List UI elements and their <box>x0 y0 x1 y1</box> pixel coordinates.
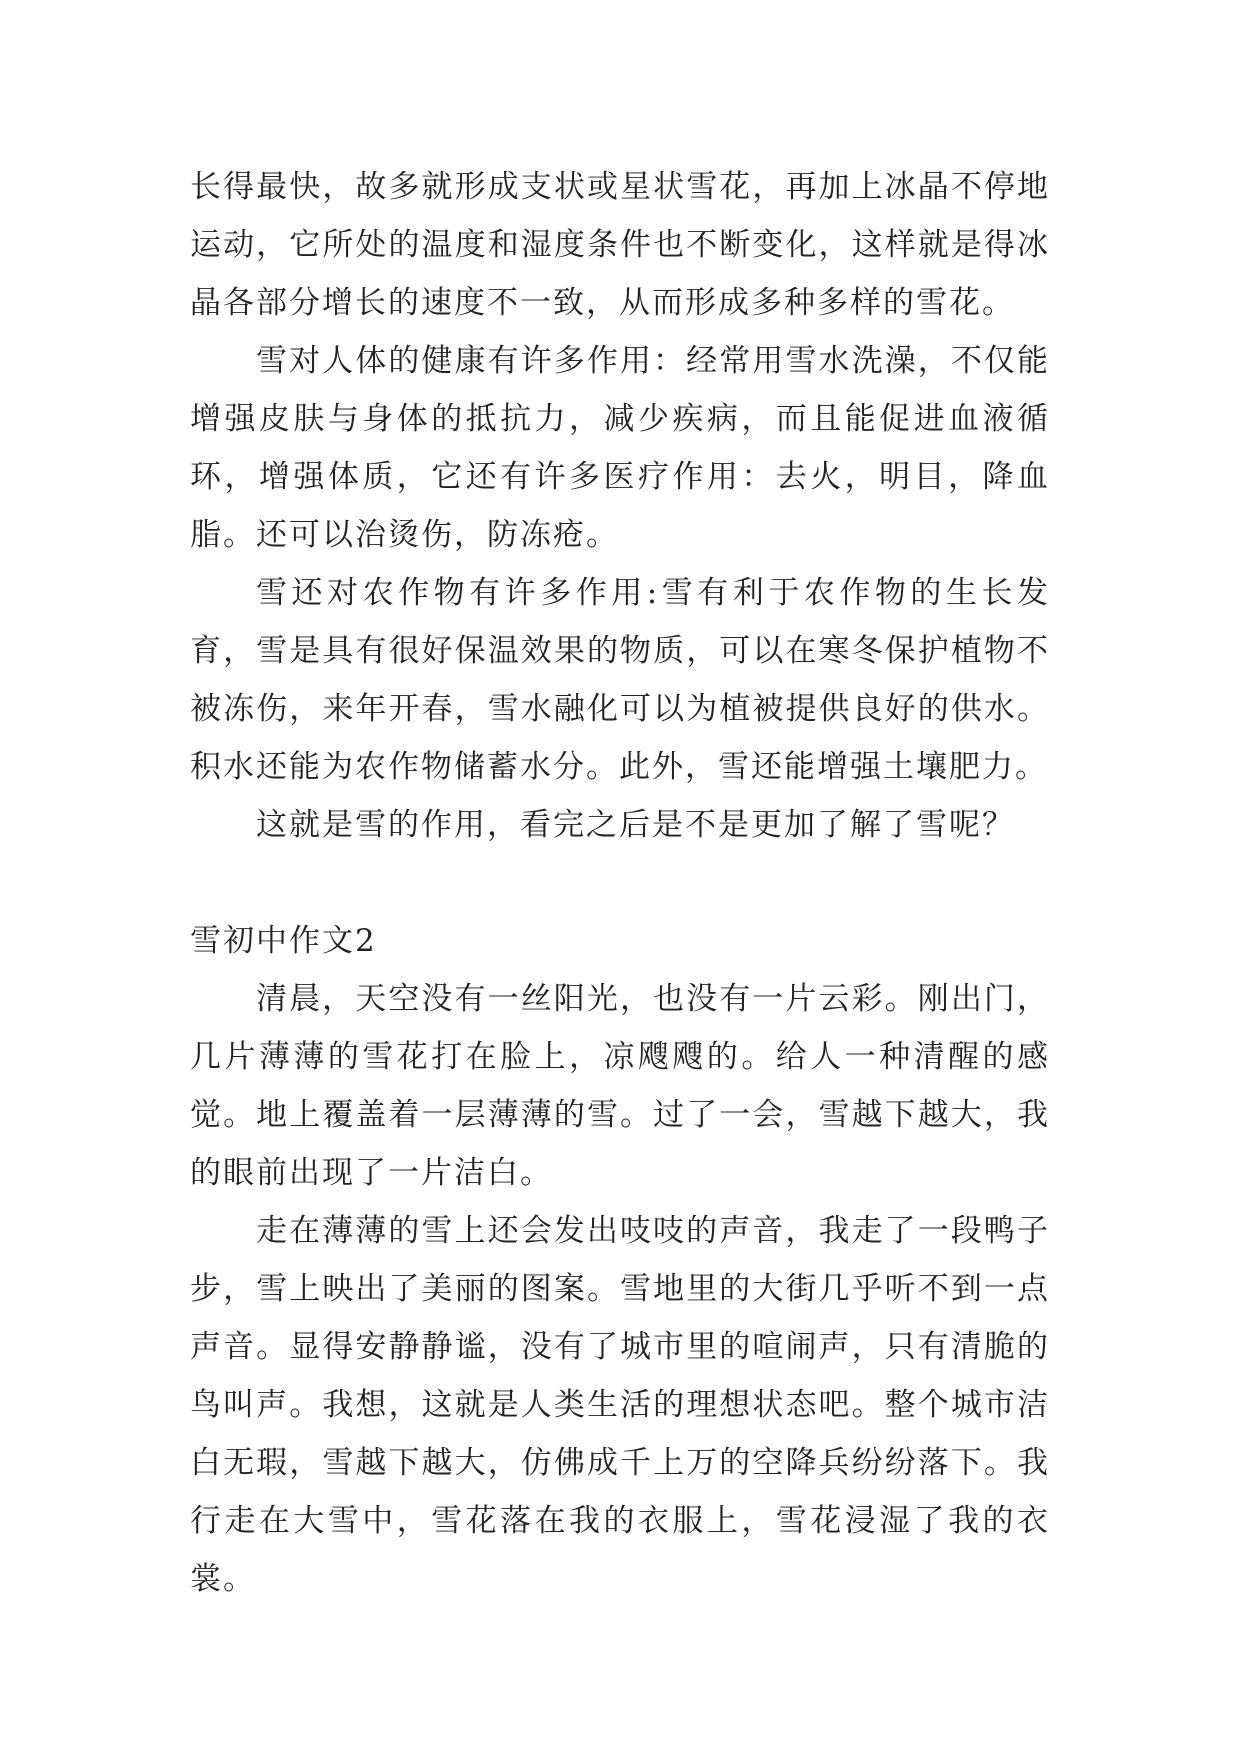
paragraph-snow-crops: 雪还对农作物有许多作用:雪有利于农作物的生长发育，雪是具有很好保温效果的物质，可以在寒冬保护植物不被冻伤，来年开春，雪水融化可以为植被提供良好的供水。积水还能为农作物储蓄水分。此外，雪还能增强土壤肥力。 <box>190 575 1050 785</box>
document-body <box>190 158 1050 1608</box>
paragraph-morning: 清晨，天空没有一丝阳光，也没有一片云彩。刚出门，几片薄薄的雪花打在脸上，凉飕飕的。给人一种清醒的感觉。地上覆盖着一层薄薄的雪。过了一会，雪越下越大，我的眼前出现了一片洁白。 <box>190 981 1050 1191</box>
paragraph-walking: 走在薄薄的雪上还会发出吱吱的声音，我走了一段鸭子步，雪上映出了美丽的图案。雪地里的大街几乎听不到一点声音。显得安静静谧，没有了城市里的喧闹声，只有清脆的鸟叫声。我想，这就是人类生活的理想状态吧。整个城市洁白无瑕，雪越下越大，仿佛成千上万的空降兵纷纷落下。我行走在大雪中，雪花落在我的衣服上，雪花浸湿了我的衣裳。 <box>190 1213 1050 1597</box>
paragraph-snow-health: 雪对人体的健康有许多作用：经常用雪水洗澡，不仅能增强皮肤与身体的抵抗力，减少疾病，而且能促进血液循环，增强体质，它还有许多医疗作用：去火，明目，降血脂。还可以治烫伤，防冻疮。 <box>190 343 1050 553</box>
section-title: 雪初中作文2 <box>190 923 377 959</box>
paragraph-conclusion: 这就是雪的作用，看完之后是不是更加了解了雪呢？ <box>256 807 1015 843</box>
paragraph-continuation: 长得最快，故多就形成支状或星状雪花，再加上冰晶不停地运动，它所处的温度和湿度条件也不断变化，这样就是得冰晶各部分增长的速度不一致，从而形成多种多样的雪花。 <box>190 169 1050 321</box>
